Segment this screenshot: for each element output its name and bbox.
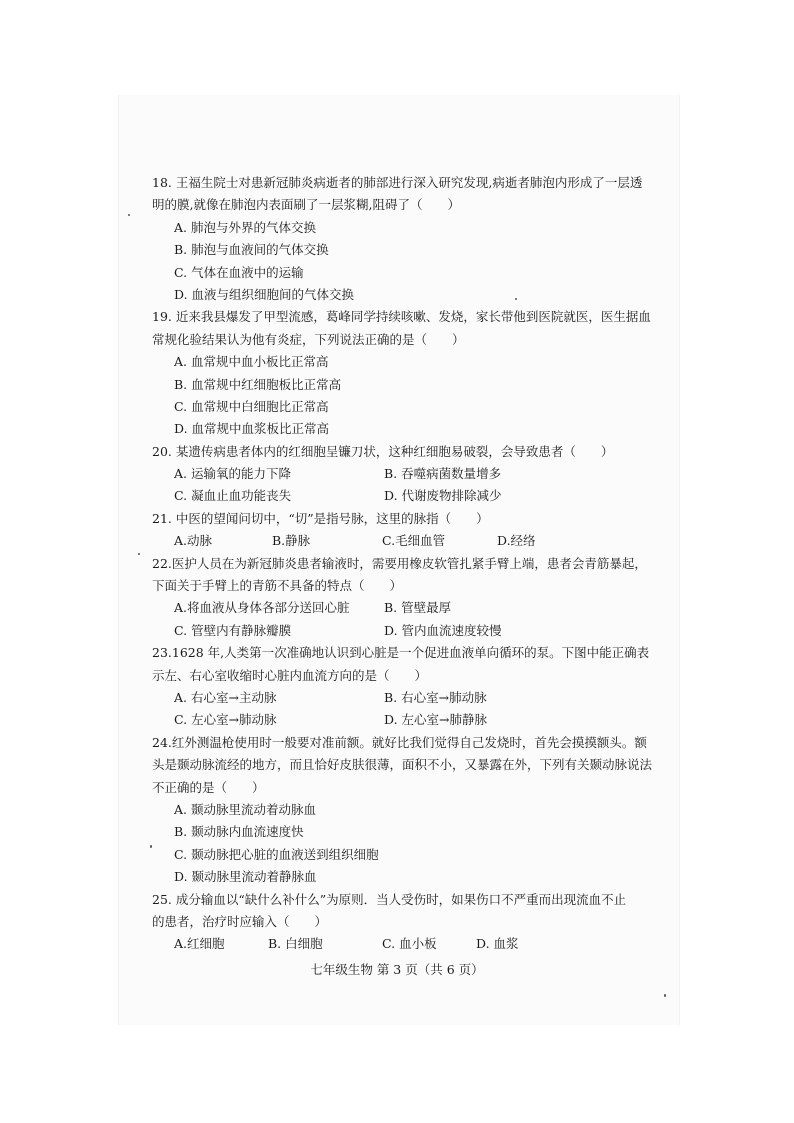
question-23-stem-line-1: 23.1628 年,人类第一次准确地认识到心脏是一个促进血液单向循环的泵。下图中能正确表 bbox=[152, 645, 650, 661]
scan-speck bbox=[128, 214, 130, 216]
question-24 bbox=[152, 732, 653, 889]
question-18-option-b: B. 肺泡与血液间的气体交换 bbox=[174, 242, 329, 258]
question-22-option-b: B. 管壁最厚 bbox=[384, 600, 452, 616]
question-22-stem-line-2: 下面关于手臂上的青筋不具备的特点（ ） bbox=[152, 578, 403, 594]
question-25-stem-line-1: 25. 成分输血以“缺什么补什么”为原则．当人受伤时，如果伤口不严重而出现流血不止 bbox=[152, 891, 627, 907]
question-19-option-c: C. 血常规中白细胞比正常高 bbox=[174, 398, 329, 414]
question-23-options-row-1 bbox=[152, 687, 622, 709]
question-list bbox=[152, 172, 653, 956]
question-25-options-row bbox=[152, 933, 622, 955]
question-20-option-b: B. 吞噬病菌数量增多 bbox=[384, 466, 502, 482]
question-19-option-b: B. 血常规中红细胞板比正常高 bbox=[174, 376, 342, 392]
question-23-option-d: D. 左心室→肺静脉 bbox=[384, 712, 487, 728]
question-19-stem-line-1: 19. 近来我县爆发了甲型流感，葛峰同学持续咳嗽、发烧，家长带他到医院就医，医生据血 bbox=[152, 309, 651, 325]
question-20-options-row-2 bbox=[152, 485, 622, 507]
question-24-stem-line-1: 24.红外测温枪使用时一般要对准前额。就好比我们觉得自己发烧时，首先会摸摸额头。额 bbox=[152, 734, 647, 750]
question-20-option-d: D. 代谢废物排除减少 bbox=[384, 488, 502, 504]
scan-speck bbox=[150, 845, 152, 848]
question-23 bbox=[152, 642, 650, 732]
question-23-stem-line-2: 示左、右心室收缩时心脏内血流方向的是（ ） bbox=[152, 667, 428, 683]
question-25-option-c: C. 血小板 bbox=[382, 936, 437, 952]
question-18 bbox=[152, 172, 643, 306]
question-20-options-row-1 bbox=[152, 463, 622, 485]
question-20 bbox=[152, 441, 622, 508]
question-21-option-a: A.动脉 bbox=[174, 533, 213, 549]
question-22-option-a: A.将血液从身体各部分送回心脏 bbox=[174, 600, 350, 616]
question-20-option-c: C. 凝血止血功能丧失 bbox=[174, 488, 292, 504]
question-21-stem-line-1: 21. 中医的望闻问切中，“切”是指号脉，这里的脉指（ ） bbox=[152, 510, 489, 526]
question-22-options-row-2 bbox=[152, 620, 622, 642]
question-22-option-c: C. 管壁内有静脉瓣膜 bbox=[174, 622, 292, 638]
question-20-option-a: A. 运输氧的能力下降 bbox=[174, 466, 291, 482]
question-21-option-b: B.静脉 bbox=[272, 533, 311, 549]
question-19 bbox=[152, 306, 651, 440]
question-23-option-c: C. 左心室→肺动脉 bbox=[174, 712, 277, 728]
question-19-option-d: D. 血常规中血浆板比正常高 bbox=[174, 421, 330, 437]
question-18-option-d: D. 血液与组织细胞间的气体交换 bbox=[174, 286, 355, 302]
question-24-option-c: C. 颞动脉把心脏的血液送到组织细胞 bbox=[174, 846, 379, 862]
question-21-options-row bbox=[152, 530, 622, 552]
question-21-option-c: C.毛细血管 bbox=[382, 533, 446, 549]
question-24-option-a: A. 颞动脉里流动着动脉血 bbox=[174, 801, 316, 817]
question-22-options-row-1 bbox=[152, 597, 622, 619]
scan-speck bbox=[515, 298, 517, 300]
question-21-option-d: D.经络 bbox=[497, 533, 536, 549]
question-24-option-b: B. 颞动脉内血流速度快 bbox=[174, 824, 304, 840]
question-22 bbox=[152, 553, 647, 643]
question-19-option-a: A. 血常规中血小板比正常高 bbox=[174, 354, 329, 370]
question-20-stem-line-1: 20. 某遗传病患者体内的红细胞呈镰刀状，这种红细胞易破裂，会导致患者（ ） bbox=[152, 443, 614, 459]
question-24-stem-line-3: 不正确的是（ ） bbox=[152, 779, 265, 795]
question-22-option-d: D. 管内血流速度较慢 bbox=[384, 622, 502, 638]
question-24-stem-line-2: 头是颞动脉流经的地方，而且恰好皮肤很薄，面积不小，又暴露在外，下列有关颞动脉说法 bbox=[152, 757, 653, 773]
question-24-option-d: D. 颞动脉里流动着静脉血 bbox=[174, 869, 317, 885]
scan-speck bbox=[138, 553, 140, 555]
question-23-option-b: B. 右心室→肺动脉 bbox=[384, 689, 487, 705]
question-18-stem-line-2: 明的膜,就像在肺泡内表面刷了一层浆糊,阻碍了（ ） bbox=[152, 197, 460, 213]
question-18-option-a: A. 肺泡与外界的气体交换 bbox=[174, 219, 316, 235]
question-18-stem-line-1: 18. 王福生院士对患新冠肺炎病逝者的肺部进行深入研究发现,病逝者肺泡内形成了一层透 bbox=[152, 175, 643, 190]
question-19-stem-line-2: 常规化验结果认为他有炎症，下列说法正确的是（ ） bbox=[152, 331, 465, 347]
question-18-option-c: C. 气体在血液中的运输 bbox=[174, 264, 304, 280]
scan-speck bbox=[664, 994, 666, 997]
question-25-stem-line-2: 的患者，治疗时应输入（ ） bbox=[152, 913, 328, 929]
question-22-stem-line-1: 22.医护人员在为新冠肺炎患者输液时，需要用橡皮软管扎紧手臂上端，患者会青筋暴起， bbox=[152, 555, 647, 571]
question-25-option-d: D. 血浆 bbox=[476, 936, 519, 952]
question-23-options-row-2 bbox=[152, 709, 622, 731]
question-21 bbox=[152, 508, 622, 553]
question-25 bbox=[152, 889, 627, 956]
page-footer: 七年级生物 第 3 页（共 6 页） bbox=[310, 962, 484, 977]
question-25-option-b: B. 白细胞 bbox=[268, 936, 323, 952]
question-23-option-a: A. 右心室→主动脉 bbox=[174, 689, 277, 705]
question-25-option-a: A.红细胞 bbox=[174, 936, 225, 952]
